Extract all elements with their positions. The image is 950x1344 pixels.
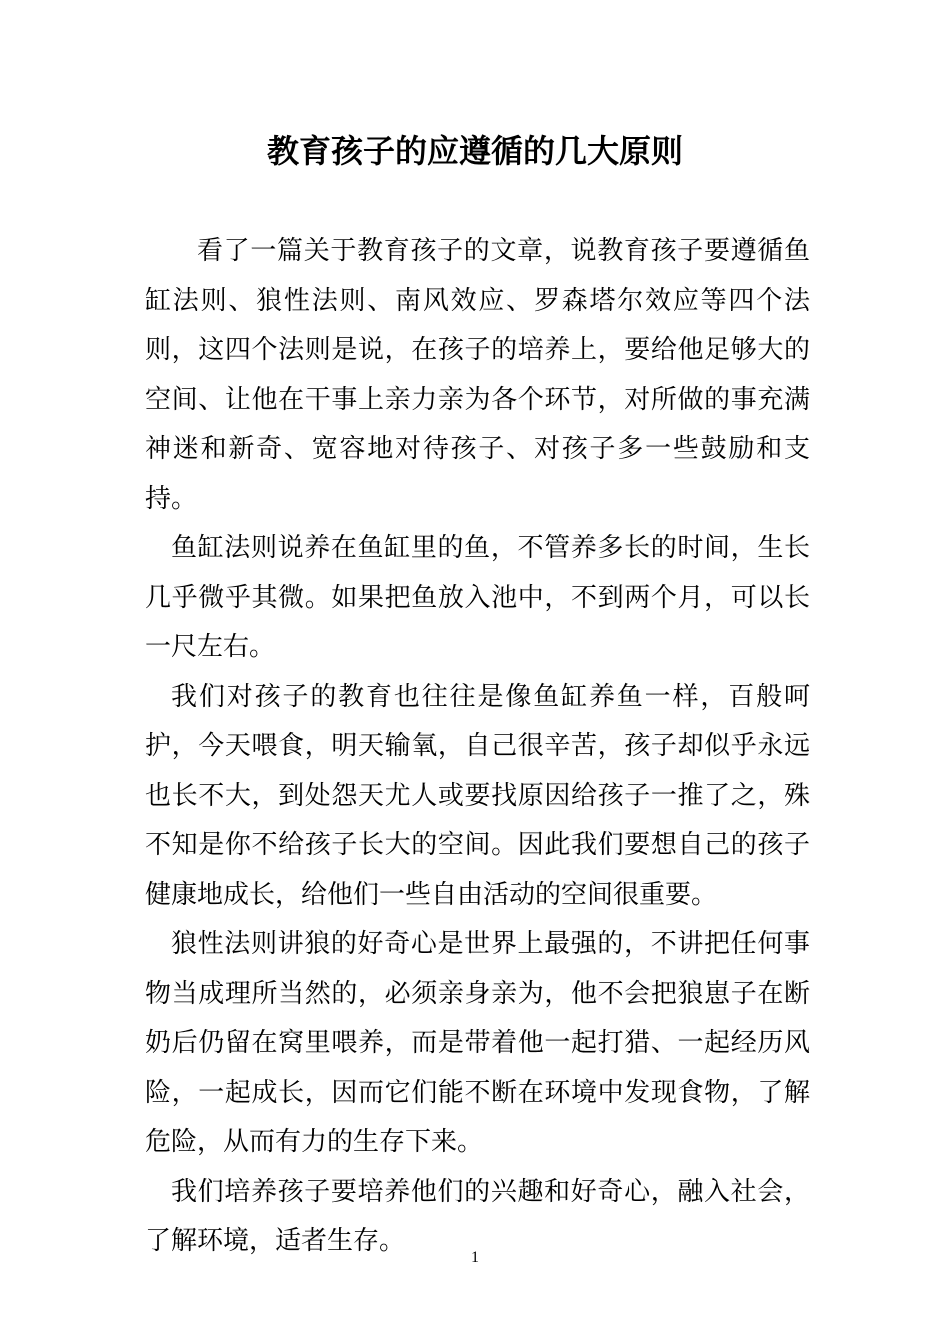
document-body: [145, 227, 810, 1267]
paragraph-fish-tank-rule: 鱼缸法则说养在鱼缸里的鱼，不管养多长的时间，生长几乎微乎其微。如果把鱼放入池中，不到两个月，可以长一尺左右。: [145, 533, 810, 662]
page-number: 1: [471, 1249, 479, 1266]
paragraph-intro: 看了一篇关于教育孩子的文章，说教育孩子要遵循鱼缸法则、狼性法则、南风效应、罗森塔尔效应等四个法则，这四个法则是说，在孩子的培养上，要给他足够大的空间、让他在干事上亲力亲为各个环节，对所做的事充满神迷和新奇、宽容地对待孩子、对孩子多一些鼓励和支持。: [145, 236, 810, 514]
paragraph-fish-tank-parenting: 我们对孩子的教育也往往是像鱼缸养鱼一样，百般呵护，今天喂食，明天输氧，自己很辛苦，孩子却似乎永远也长不大，到处怨天尤人或要找原因给孩子一推了之，殊不知是你不给孩子长大的空间。因此我们要想自己的孩子健康地成长，给他们一些自由活动的空间很重要。: [145, 681, 810, 910]
document-title: 教育孩子的应遵循的几大原则: [266, 132, 683, 170]
paragraph-wolf-rule: 狼性法则讲狼的好奇心是世界上最强的，不讲把任何事物当成理所当然的，必须亲身亲为，他不会把狼崽子在断奶后仍留在窝里喂养，而是带着他一起打猎、一起经历风险，一起成长，因而它们能不断在环境中发现食物，了解危险，从而有力的生存下来。: [145, 929, 810, 1157]
paragraph-curiosity: 我们培养孩子要培养他们的兴趣和好奇心，融入社会，了解环境，适者生存。: [145, 1176, 810, 1256]
